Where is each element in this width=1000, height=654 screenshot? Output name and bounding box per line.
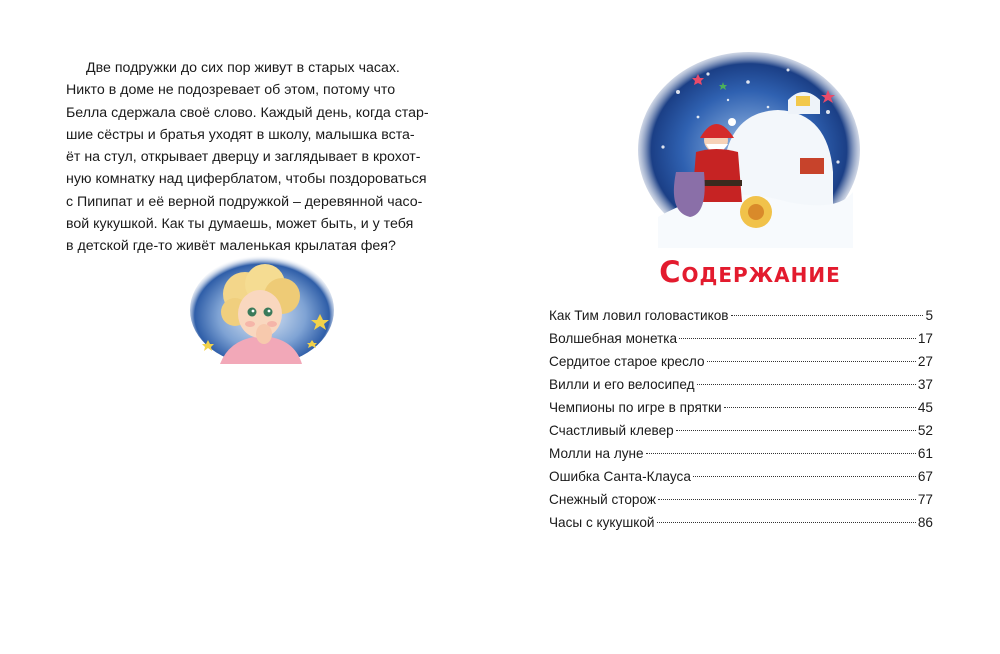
santa-illustration bbox=[638, 52, 860, 248]
toc-entry[interactable] bbox=[549, 465, 933, 488]
toc-entry-page: 27 bbox=[917, 354, 933, 369]
child-illustration bbox=[190, 252, 335, 364]
story-paragraph bbox=[66, 57, 451, 258]
dot-leader bbox=[693, 475, 916, 477]
story-line: с Пипипат и её верной подружкой – деревянной часо- bbox=[66, 193, 423, 210]
toc-entry[interactable] bbox=[549, 419, 933, 442]
toc-entry-page: 5 bbox=[925, 308, 933, 323]
toc-entry-page: 86 bbox=[917, 515, 933, 530]
table-of-contents bbox=[549, 304, 933, 534]
story-line: шие сёстры и братья уходят в школу, малышка вста- bbox=[66, 126, 415, 143]
dot-leader bbox=[676, 429, 916, 431]
dot-leader bbox=[679, 337, 916, 339]
toc-entry-title: Часы с кукушкой bbox=[549, 515, 655, 530]
toc-entry[interactable] bbox=[549, 350, 933, 373]
toc-entry-title: Как Тим ловил головастиков bbox=[549, 308, 729, 323]
toc-entry-title: Вилли и его велосипед bbox=[549, 377, 695, 392]
toc-entry-page: 67 bbox=[917, 469, 933, 484]
story-line: в детской где-то живёт маленькая крылатая фея? bbox=[66, 238, 396, 255]
dot-leader bbox=[646, 452, 916, 454]
story-line: Две подружки до сих пор живут в старых часах. bbox=[86, 60, 400, 76]
toc-title: Содержание bbox=[659, 255, 841, 289]
toc-entry-title: Сердитое старое кресло bbox=[549, 354, 705, 369]
story-line: вой кукушкой. Как ты думаешь, может быть, и у тебя bbox=[66, 216, 414, 233]
story-line: ёт на стул, открывает дверцу и заглядывает в крохот- bbox=[66, 149, 421, 166]
toc-entry[interactable] bbox=[549, 373, 933, 396]
story-line: ную комнатку над циферблатом, чтобы поздороваться bbox=[66, 171, 427, 188]
dot-leader bbox=[658, 498, 916, 500]
toc-entry-title: Ошибка Санта-Клауса bbox=[549, 469, 691, 484]
dot-leader bbox=[731, 314, 924, 316]
toc-entry-title: Счастливый клевер bbox=[549, 423, 674, 438]
dot-leader bbox=[707, 360, 916, 362]
toc-entry[interactable] bbox=[549, 304, 933, 327]
toc-entry[interactable] bbox=[549, 511, 933, 534]
toc-entry-title: Молли на луне bbox=[549, 446, 644, 461]
toc-entry[interactable] bbox=[549, 488, 933, 511]
toc-entry[interactable] bbox=[549, 327, 933, 350]
toc-entry[interactable] bbox=[549, 442, 933, 465]
toc-entry-page: 17 bbox=[917, 331, 933, 346]
toc-entry-title: Снежный сторож bbox=[549, 492, 656, 507]
toc-entry-page: 45 bbox=[917, 400, 933, 415]
toc-entry[interactable] bbox=[549, 396, 933, 419]
toc-entry-page: 52 bbox=[917, 423, 933, 438]
story-line: Белла сдержала своё слово. Каждый день, когда стар- bbox=[66, 104, 429, 121]
toc-entry-page: 61 bbox=[917, 446, 933, 461]
toc-entry-page: 37 bbox=[917, 377, 933, 392]
toc-entry-title: Чемпионы по игре в прятки bbox=[549, 400, 722, 415]
toc-entry-title: Волшебная монетка bbox=[549, 331, 678, 346]
dot-leader bbox=[697, 383, 916, 385]
toc-entry-page: 77 bbox=[917, 492, 933, 507]
story-line: Никто в доме не подозревает об этом, потому что bbox=[66, 82, 396, 99]
dot-leader bbox=[657, 521, 916, 523]
dot-leader bbox=[724, 406, 916, 408]
